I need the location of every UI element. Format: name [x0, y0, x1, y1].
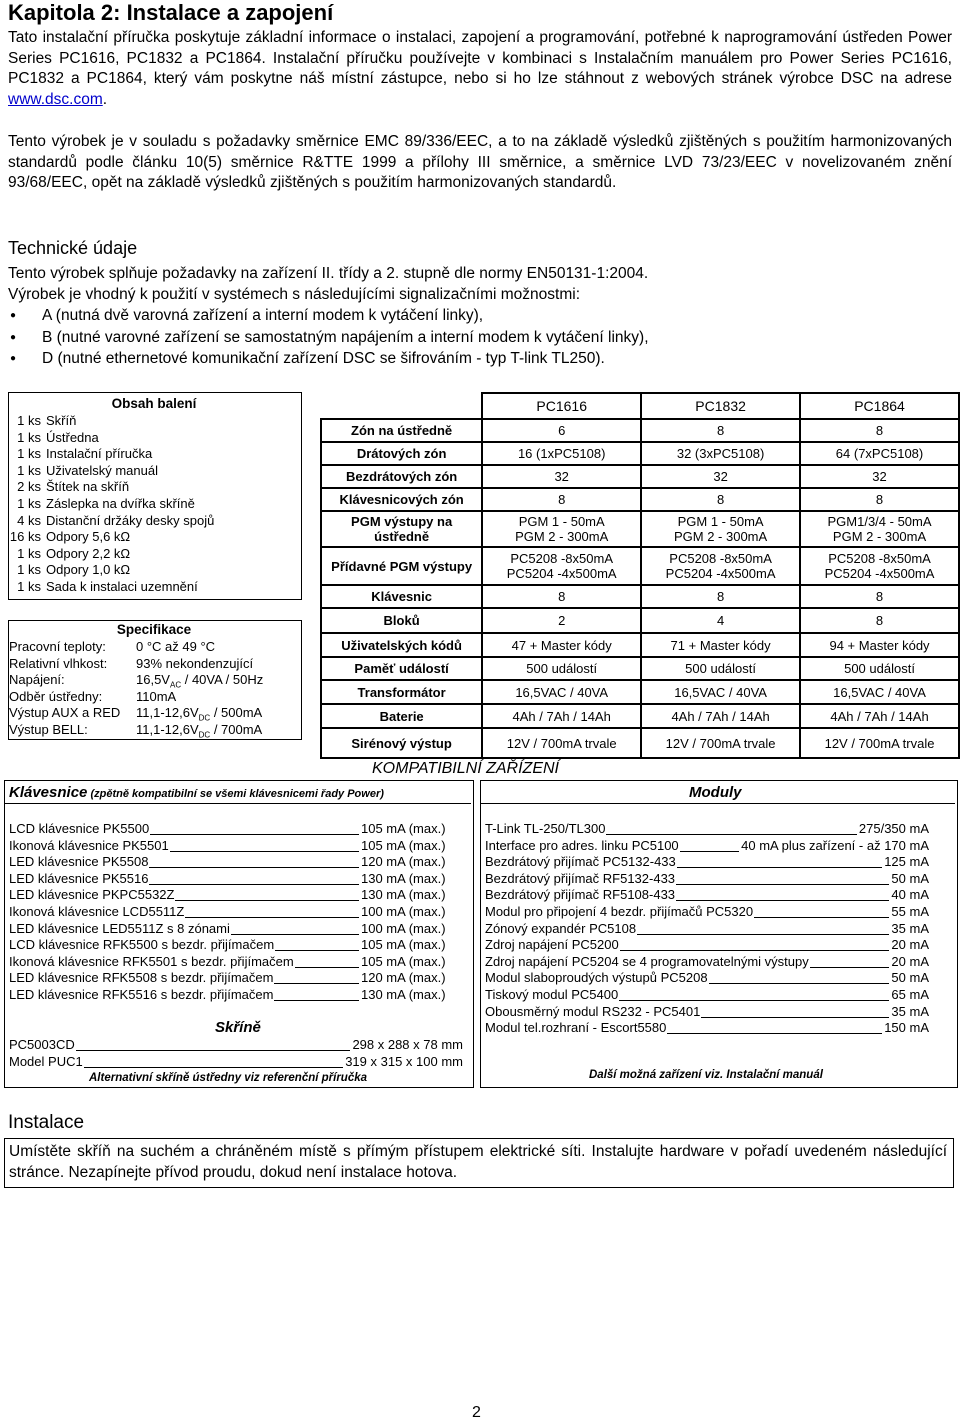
item-qty: 4 ks: [17, 512, 41, 528]
table-row: [321, 657, 959, 680]
leader-line: [275, 950, 359, 951]
item-name: Štítek na skříň: [46, 479, 130, 495]
leader-line: [606, 834, 857, 835]
item-name: Uživatelský manuál: [46, 462, 158, 478]
table-cell: PC5208 -8x50mA PC5204 -4x500mA: [641, 547, 800, 585]
row-label: Bloků: [321, 608, 482, 633]
item-name: LED klávesnice PK5508: [9, 854, 149, 870]
specs-box: [8, 620, 302, 740]
table-cell: 8: [482, 488, 641, 511]
row-label: Paměť událostí: [321, 657, 482, 680]
list-item: [9, 871, 463, 888]
table-row: [321, 442, 959, 465]
list-item: [9, 887, 463, 904]
table-header-row: [321, 393, 959, 419]
item-name: Ikonová klávesnice RFK5501 s bezdr. přijímačem: [9, 953, 294, 969]
spec-value: [136, 639, 215, 656]
item-name: Ústředna: [46, 429, 99, 445]
leader-line: [170, 851, 359, 852]
list-item: [9, 1054, 463, 1071]
package-list: [9, 413, 299, 596]
item-value: 50 mA: [891, 970, 929, 986]
leader-line: [231, 934, 359, 935]
item-name: Skříň: [46, 413, 77, 428]
spec-row: [9, 722, 299, 739]
spec-value: [136, 689, 176, 706]
table-cell: 8: [482, 585, 641, 608]
cabinet-list: [9, 1037, 463, 1070]
leader-line: [84, 1067, 343, 1068]
item-qty: 1 ks: [17, 413, 41, 428]
list-item: [485, 838, 929, 855]
item-name: Sada k instalaci uzemnění: [46, 578, 198, 594]
cabinets-note: Alternativní skříně ústředny viz referenční příručka: [89, 1072, 368, 1084]
list-item: ● B (nutné varovné zařízení se samostatným napájením a interní modem k vytáčení linky),: [8, 327, 649, 349]
item-name: Modul slaboproudých výstupů PC5208: [485, 970, 708, 986]
table-cell: 8: [800, 608, 959, 633]
spec-row: [9, 672, 299, 689]
item-name: Bezdrátový přijímač RF5132-433: [485, 870, 676, 886]
list-item: [485, 1004, 929, 1021]
leader-line: [676, 884, 889, 885]
list-item: [9, 821, 463, 838]
table-row: [321, 547, 959, 585]
specs-list: [9, 639, 299, 739]
item-value: 150 mA: [884, 1020, 929, 1036]
item-qty: 1 ks: [17, 495, 41, 511]
list-item: ● A (nutná dvě varovná zařízení a interní modem k vytáčení linky),: [8, 305, 649, 327]
list-item: [9, 430, 299, 447]
item-name: Zdroj napájení PC5200: [485, 937, 619, 953]
spec-value-rest: / 40VA / 50Hz: [181, 672, 264, 688]
table-row: [321, 511, 959, 547]
spec-label: Odběr ústředny:: [9, 688, 103, 704]
item-qty: 1 ks: [17, 578, 41, 594]
list-item: [9, 413, 299, 430]
leader-line: [76, 1050, 350, 1051]
list-item: [485, 954, 929, 971]
column-header: PC1616: [482, 393, 641, 419]
technical-title: Technické údaje: [8, 238, 138, 258]
list-item: [485, 887, 929, 904]
row-label: Klávesnic: [321, 585, 482, 608]
compliance-paragraph: Tento výrobek je v souladu s požadavky směrnice EMC 89/336/EEC, a to na základě výsledků zjištěných s použitím harmonizovaných standardů podle článku 10(5) směrnice R&TTE 1999 a přílohy III směrnice, a směrnice LVD 73/23/EEC v novelizovaném znění 93/68/EEC, opět na základě výsledků zjištěných s použitím harmonizovaných standardů.: [8, 133, 952, 191]
install-text: Umístěte skříň na suchém a chráněném místě s přímým přístupem elektrické síti. Instalujte hardware v pořadí uvedeném následující stránce. Nezapínejte přívod proudu, dokud není instalace hotova.: [9, 1143, 947, 1181]
table-cell: 32 (3xPC5108): [641, 442, 800, 465]
dsc-link[interactable]: www.dsc.com: [8, 90, 103, 108]
list-item: [9, 854, 463, 871]
item-name: LED klávesnice LED5511Z s 8 zónami: [9, 920, 230, 936]
package-title: Obsah balení: [111, 396, 197, 411]
leader-line: [149, 867, 359, 868]
compatible-title: KOMPATIBILNÍ ZAŘÍZENÍ: [372, 760, 559, 777]
item-name: T-Link TL-250/TL300: [485, 821, 606, 836]
intro-paragraph: [8, 28, 952, 110]
item-qty: 2 ks: [17, 479, 41, 495]
spec-value: [136, 656, 253, 673]
table-cell: 4Ah / 7Ah / 14Ah: [800, 704, 959, 728]
item-value: 20 mA: [891, 953, 929, 969]
table-cell: 16,5VAC / 40VA: [641, 680, 800, 704]
table-row: [321, 488, 959, 511]
list-item: [9, 546, 299, 563]
technical-line-2: Výrobek je vhodný k použití v systémech s následujícími signalizačními možnostmi:: [8, 286, 581, 303]
table-cell: 8: [800, 488, 959, 511]
list-item: [9, 562, 299, 579]
item-value: 105 mA (max.): [361, 821, 446, 836]
table-cell: 4: [641, 608, 800, 633]
column-header: PC1864: [800, 393, 959, 419]
spec-value-text: 0 °C až 49 °C: [136, 639, 216, 654]
table-cell: 32: [641, 465, 800, 488]
package-box: [8, 392, 302, 600]
item-name: Odpory 2,2 kΩ: [46, 545, 131, 561]
spec-label: Výstup AUX a RED: [9, 705, 121, 721]
intro-after: .: [102, 90, 108, 108]
item-value: 125 mA: [884, 854, 929, 870]
item-value: 35 mA: [891, 920, 929, 936]
keypads-title: Klávesnice: [9, 784, 88, 801]
leader-line: [150, 834, 359, 835]
leader-line: [149, 884, 359, 885]
list-item: [9, 904, 463, 921]
item-name: Modul pro připojení 4 bezdr. přijímačů PC5320: [485, 903, 754, 919]
table-row: [321, 419, 959, 442]
spec-value-text: 11,1-12,6V: [136, 705, 199, 721]
leader-line: [274, 983, 359, 984]
keypads-box: [4, 780, 474, 1088]
leader-line: [295, 967, 359, 968]
item-value: 130 mA (max.): [361, 870, 446, 886]
table-row: [321, 728, 959, 758]
row-label: Uživatelských kódů: [321, 633, 482, 657]
table-row: [321, 608, 959, 633]
item-name: LCD klávesnice PK5500: [9, 821, 150, 836]
modules-title: Moduly: [689, 784, 742, 801]
list-item: [9, 921, 463, 938]
spec-value-sub: AC: [169, 680, 182, 690]
table-cell: PGM 1 - 50mA PGM 2 - 300mA: [482, 511, 641, 547]
table-cell: 4Ah / 7Ah / 14Ah: [482, 704, 641, 728]
list-item: [9, 529, 299, 546]
module-list: [485, 821, 929, 1037]
spec-row: [9, 656, 299, 673]
item-name: Instalační příručka: [46, 446, 153, 462]
table-cell: 4Ah / 7Ah / 14Ah: [641, 704, 800, 728]
spec-value: [136, 722, 262, 744]
spec-value-rest: / 500mA: [210, 705, 263, 721]
list-item: [485, 854, 929, 871]
page-number: 2: [472, 1404, 481, 1421]
leader-line: [676, 900, 889, 901]
specs-title: Specifikace: [116, 622, 192, 637]
leader-line: [677, 867, 882, 868]
item-value: 120 mA (max.): [361, 854, 446, 870]
install-box: [4, 1138, 954, 1188]
table-cell: 2: [482, 608, 641, 633]
keypads-heading: [9, 784, 384, 801]
row-label: Baterie: [321, 704, 482, 728]
spec-value-text: 93% nekondenzující: [136, 655, 254, 671]
table-cell: 47 + Master kódy: [482, 633, 641, 657]
table-cell: 16,5VAC / 40VA: [800, 680, 959, 704]
install-title: Instalace: [8, 1112, 85, 1133]
table-row: [321, 465, 959, 488]
spec-value-text: 16,5V: [136, 672, 170, 688]
table-cell: 16,5VAC / 40VA: [482, 680, 641, 704]
item-name: Odpory 5,6 kΩ: [46, 529, 131, 545]
table-cell: 32: [482, 465, 641, 488]
table-cell: PC5208 -8x50mA PC5204 -4x500mA: [482, 547, 641, 585]
item-value: 105 mA (max.): [361, 937, 446, 953]
item-qty: 1 ks: [17, 429, 41, 445]
item-value: 275/350 mA: [858, 821, 929, 836]
leader-line: [637, 934, 889, 935]
spec-label: Výstup BELL:: [9, 721, 88, 737]
spec-label: Napájení:: [9, 672, 65, 688]
leader-line: [810, 967, 889, 968]
table-row: [321, 585, 959, 608]
list-item: [485, 937, 929, 954]
leader-line: [185, 917, 359, 918]
row-label: Sirénový výstup: [321, 728, 482, 758]
list-item: [9, 838, 463, 855]
chapter-heading: Kapitola 2: Instalace a zapojení: [8, 0, 334, 25]
leader-line: [701, 1017, 889, 1018]
item-name: LCD klávesnice RFK5500 s bezdr. přijímačem: [9, 937, 275, 953]
item-name: LED klávesnice RFK5508 s bezdr. přijímačem: [9, 970, 274, 986]
item-name: Bezdrátový přijímač RF5108-433: [485, 887, 676, 903]
list-item: [485, 871, 929, 888]
spec-label: Pracovní teploty:: [9, 639, 106, 654]
item-value: 105 mA (max.): [361, 953, 446, 969]
table-cell: 71 + Master kódy: [641, 633, 800, 657]
leader-line: [709, 983, 889, 984]
item-qty: 16 ks: [9, 529, 41, 545]
item-value: 100 mA (max.): [361, 903, 446, 919]
table-cell: 12V / 700mA trvale: [641, 728, 800, 758]
item-name: LED klávesnice RFK5516 s bezdr. přijímačem: [9, 986, 274, 1002]
list-item: [9, 970, 463, 987]
spec-row: [9, 639, 299, 656]
list-item: [9, 496, 299, 513]
item-name: Model PUC1: [9, 1053, 83, 1069]
table-row: [321, 633, 959, 657]
item-name: Odpory 1,0 kΩ: [46, 562, 131, 578]
table-cell: 64 (7xPC5108): [800, 442, 959, 465]
list-item: [485, 821, 929, 838]
item-value: 319 x 315 x 100 mm: [345, 1053, 463, 1069]
table-cell: 32: [800, 465, 959, 488]
leader-line: [680, 851, 739, 852]
table-row: [321, 680, 959, 704]
list-item: [9, 579, 299, 596]
row-label: PGM výstupy na ústředně: [321, 511, 482, 547]
table-cell: 8: [800, 585, 959, 608]
item-name: Obousměrný modul RS232 - PC5401: [485, 1003, 701, 1019]
leader-line: [754, 917, 889, 918]
item-qty: 1 ks: [17, 562, 41, 578]
item-name: Ikonová klávesnice LCD5511Z: [9, 903, 185, 919]
list-item: [485, 970, 929, 987]
item-value: 40 mA plus zařízení - až 170 mA: [741, 837, 929, 853]
table-cell: 8: [641, 419, 800, 442]
row-label: Přídavné PGM výstupy: [321, 547, 482, 585]
item-value: 130 mA (max.): [361, 887, 446, 903]
leader-line: [175, 900, 359, 901]
item-name: PC5003CD: [9, 1037, 75, 1052]
keypads-note: (zpětně kompatibilní se všemi klávesnicemi řady Power): [87, 788, 384, 800]
spec-row: [9, 705, 299, 722]
table-cell: 8: [641, 488, 800, 511]
table-cell: 12V / 700mA trvale: [800, 728, 959, 758]
table-cell: 16 (1xPC5108): [482, 442, 641, 465]
spec-value-rest: / 700mA: [210, 721, 263, 737]
keypad-list: [9, 821, 463, 1004]
item-name: LED klávesnice PKPC5532Z: [9, 887, 175, 903]
row-label: Klávesnicových zón: [321, 488, 482, 511]
table-cell: PGM1/3/4 - 50mA PGM 2 - 300mA: [800, 511, 959, 547]
spec-value-sub: DC: [198, 713, 211, 723]
item-value: 65 mA: [891, 986, 929, 1002]
column-header: PC1832: [641, 393, 800, 419]
list-item: [9, 937, 463, 954]
leader-line: [619, 1000, 889, 1001]
leader-line: [274, 1000, 359, 1001]
item-qty: 1 ks: [17, 446, 41, 462]
item-name: LED klávesnice PK5516: [9, 870, 149, 886]
table-cell: 8: [800, 419, 959, 442]
item-value: 40 mA: [891, 887, 929, 903]
list-item: [485, 987, 929, 1004]
table-cell: 12V / 700mA trvale: [482, 728, 641, 758]
table-cell: 500 událostí: [482, 657, 641, 680]
list-item: [9, 1037, 463, 1054]
list-item: [9, 479, 299, 496]
item-value: 35 mA: [891, 1003, 929, 1019]
spec-row: [9, 689, 299, 706]
table-cell: 8: [641, 585, 800, 608]
item-qty: 1 ks: [17, 462, 41, 478]
item-value: 50 mA: [891, 870, 929, 886]
spec-value-text: 11,1-12,6V: [136, 721, 199, 737]
spec-value-sub: DC: [198, 730, 211, 740]
table-cell: 500 událostí: [800, 657, 959, 680]
item-name: Zdroj napájení PC5204 se 4 programovatelnými výstupy: [485, 953, 809, 969]
model-table: [320, 392, 960, 759]
cabinets-title: Skříně: [215, 1019, 261, 1036]
table-cell: 500 událostí: [641, 657, 800, 680]
item-value: 298 x 288 x 78 mm: [352, 1037, 463, 1052]
row-label: Bezdrátových zón: [321, 465, 482, 488]
item-value: 20 mA: [891, 937, 929, 953]
item-value: 55 mA: [891, 903, 929, 919]
table-cell: 94 + Master kódy: [800, 633, 959, 657]
row-label: Transformátor: [321, 680, 482, 704]
table-row: [321, 704, 959, 728]
spec-value-text: 110mA: [136, 688, 177, 704]
list-item: [9, 954, 463, 971]
list-item: [9, 513, 299, 530]
item-name: Distanční držáky desky spojů: [46, 512, 215, 528]
item-qty: 1 ks: [17, 545, 41, 561]
modules-box: [480, 780, 958, 1088]
item-value: 130 mA (max.): [361, 986, 446, 1002]
list-item: [9, 463, 299, 480]
intro-text: Tato instalační příručka poskytuje základní informace o instalaci, zapojení a programování, potřebné k naprogramování ústředen Power Series PC1616, PC1832 a PC1864. Instalační příručku používejte v kombinaci s Instalačním manuálem pro Power Series PC1616, PC1832 a PC1864, který vám poskytne náš místní zástupce, nebo si ho lze stáhnout z webových stránek výrobce DSC na adrese: [8, 29, 952, 87]
row-label: Zón na ústředně: [321, 419, 482, 442]
item-value: 120 mA (max.): [361, 970, 446, 986]
item-name: Záslepka na dvířka skříně: [46, 495, 195, 511]
list-item: ● D (nutné ethernetové komunikační zařízení DSC se šifrováním - typ T-link TL250).: [8, 348, 649, 370]
table-cell: PGM 1 - 50mA PGM 2 - 300mA: [641, 511, 800, 547]
row-label: Drátových zón: [321, 442, 482, 465]
technical-line-1: Tento výrobek splňuje požadavky na zařízení II. třídy a 2. stupně dle normy EN50131-1:2004.: [8, 265, 649, 282]
signaling-options-list: [8, 305, 649, 370]
item-name: Tiskový modul PC5400: [485, 986, 619, 1002]
list-item: [485, 1020, 929, 1037]
list-item: [9, 446, 299, 463]
item-value: 105 mA (max.): [361, 837, 446, 853]
item-name: Modul tel.rozhraní - Escort5580: [485, 1020, 667, 1036]
list-item: [485, 921, 929, 938]
item-name: Zónový expandér PC5108: [485, 920, 637, 936]
table-cell: PC5208 -8x50mA PC5204 -4x500mA: [800, 547, 959, 585]
spec-label: Relativní vlhkost:: [9, 655, 108, 671]
item-name: Ikonová klávesnice PK5501: [9, 837, 169, 853]
table-cell: 6: [482, 419, 641, 442]
list-item: [485, 904, 929, 921]
leader-line: [620, 950, 889, 951]
leader-line: [667, 1033, 882, 1034]
list-item: [9, 987, 463, 1004]
item-name: Bezdrátový přijímač PC5132-433: [485, 854, 676, 870]
item-name: Interface pro adres. linku PC5100: [485, 837, 679, 853]
modules-note: Další možná zařízení viz. Instalační manuál: [589, 1069, 823, 1081]
item-value: 100 mA (max.): [361, 920, 446, 936]
